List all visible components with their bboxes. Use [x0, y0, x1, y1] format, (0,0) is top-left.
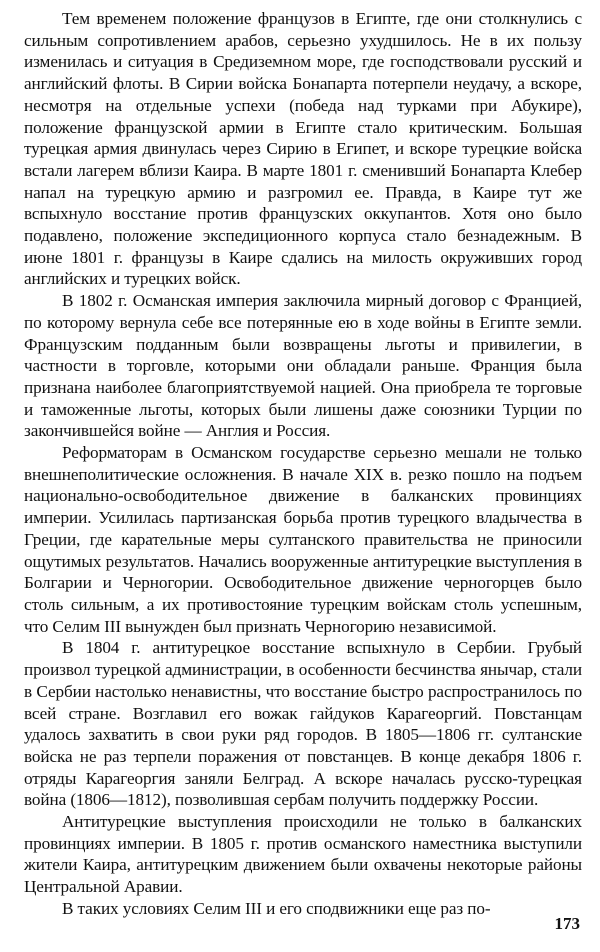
paragraph-balkan-movement: Реформаторам в Османском государстве серьезно мешали не только внешнеполитические осложнения. В начале XIX в. резко пошло на подъем национально-освободительное движение в балканских провинциях империи. Усилилась партизанская борьба против турецкого владычества в Греции, где карательные меры султанского правительства не приносили ощутимых результатов. Начались вооруженные антитурецкие выступления в Болгарии и Черногории. Освободительное движение черногорцев было столь сильным, а их противостояние турецким войскам столь успешным, что Селим III вынужден был признать Черногорию независимой.	[24, 443, 582, 636]
paragraph-selim-continuation: В таких условиях Селим III и его сподвижники еще раз по-	[62, 898, 491, 918]
paragraph-cairo-arabia: Антитурецкие выступления происходили не только в балканских провинциях империи. В 1805 г. против османского наместника выступили жители Каира, антитурецким движением были охвачены некоторые районы Центральной Аравии.	[24, 812, 582, 897]
paragraph-egypt: Тем временем положение французов в Египте, где они столкнулись с сильным сопротивлением арабов, серьезно ухудшилось. Не в их пользу изменилась и ситуация в Средиземном море, где господствовали русский и английский флоты. В Сирии войска Бонапарта потерпели неудачу, а вскоре, несмотря на отдельные успехи (победа над турками при Абукире), положение французской армии в Египте стало критическим. Большая турецкая армия двинулась через Сирию в Египет, и вскоре турецкие войска встали лагерем вблизи Каира. В марте 1801 г. сменивший Бонапарта Клебер напал на турецкую армию и разгромил ее. Правда, в Каире тут же вспыхнуло восстание против французских оккупантов. Хотя оно было подавлено, положение экспедиционного корпуса стало безнадежным. В июне 1801 г. французы в Каире сдались на милость окруживших город английских и турецких войск.	[24, 9, 582, 289]
paragraph-peace-treaty-1802: В 1802 г. Османская империя заключила мирный договор с Францией, по которому вернула себе все потерянные ею в ходе войны в Египте земли. Французским подданным были возвращены льготы и привилегии, в частности в торговле, которыми они обладали раньше. Франция была признана наиболее благоприятствуемой нацией. Она приобрела те торговые и таможенные льготы, которых были лишены даже союзники Турции по закончившейся войне — Англия и Россия.	[24, 291, 582, 441]
page-number: 173	[554, 914, 580, 933]
paragraph-serbian-uprising: В 1804 г. антитурецкое восстание вспыхнуло в Сербии. Грубый произвол турецкой администрации, в особенности бесчинства янычар, стали в Сербии настолько ненавистны, что восстание быстро распространилось по всей стране. Возглавил его вожак гайдуков Карагеоргий. Повстанцам удалось захватить в свои руки ряд городов. В 1805—1806 гг. султанские войска не раз терпели поражения от повстанцев. В конце декабря 1806 г. отряды Карагеоргия заняли Белград. А вскоре началась русско-турецкая война (1806—1812), позволившая сербам получить поддержку России.	[24, 638, 582, 810]
